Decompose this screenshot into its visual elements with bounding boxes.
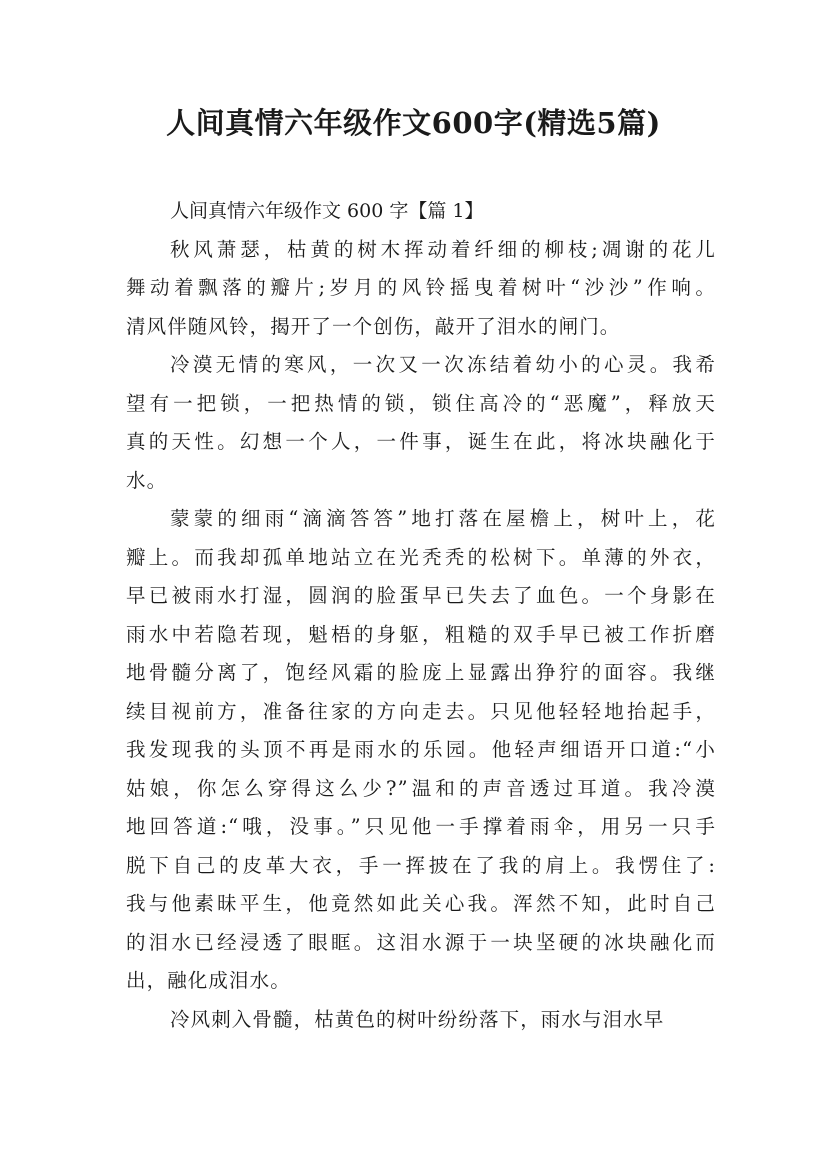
paragraph — [126, 500, 716, 1001]
paragraph-line: 望有一把锁，一把热情的锁，锁住高冷的“恶魔”，释放天 — [126, 391, 716, 415]
paragraph-line: 秋风萧瑟，枯黄的树木挥动着纤细的柳枝;凋谢的花儿 — [170, 237, 716, 261]
paragraph-line: 真的天性。幻想一个人，一件事，诞生在此，将冰块融化于 — [126, 430, 716, 453]
paragraph-line: 舞动着飘落的瓣片;岁月的风铃摇曳着树叶“沙沙”作响。 — [126, 276, 716, 299]
paragraph — [126, 1001, 716, 1040]
paragraph-line: 雨水中若隐若现，魁梧的身躯，粗糙的双手早已被工作折磨 — [126, 622, 716, 646]
paragraph-line: 冷风刺入骨髓，枯黄色的树叶纷纷落下，雨水与泪水早 — [170, 1007, 665, 1031]
paragraph-line: 脱下自己的皮革大衣，手一挥披在了我的肩上。我愣住了: — [126, 853, 716, 877]
paragraph-line: 我发现我的头顶不再是雨水的乐园。他轻声细语开口道:“小 — [126, 738, 716, 761]
paragraph-line: 瓣上。而我却孤单地站立在光秃秃的松树下。单薄的外衣， — [126, 545, 716, 569]
paragraph-line: 早已被雨水打湿，圆润的脸蛋早已失去了血色。一个身影在 — [126, 584, 716, 607]
paragraph-list — [126, 231, 716, 1040]
paragraph-line: 续目视前方，准备往家的方向走去。只见他轻轻地抬起手， — [126, 699, 716, 723]
paragraph-line: 水。 — [126, 468, 168, 492]
section-heading: 人间真情六年级作文 600 字【篇 1】 — [170, 200, 484, 222]
document-body — [126, 192, 716, 1039]
paragraph-line: 蒙蒙的细雨“滴滴答答”地打落在屋檐上，树叶上，花 — [170, 507, 716, 530]
paragraph — [126, 231, 716, 347]
paragraph-line: 地骨髓分离了，饱经风霜的脸庞上显露出狰狞的面容。我继 — [126, 661, 716, 684]
paragraph-line: 出，融化成泪水。 — [126, 969, 291, 992]
paragraph-line: 的泪水已经浸透了眼眶。这泪水源于一块坚硬的冰块融化而 — [126, 930, 716, 954]
page-title: 人间真情六年级作文600字(精选5篇) — [166, 106, 661, 140]
paragraph-line: 地回答道:“哦，没事。”只见他一手撑着雨伞，用另一只手 — [126, 815, 716, 838]
paragraph-line: 冷漠无情的寒风，一次又一次冻结着幼小的心灵。我希 — [170, 353, 716, 376]
paragraph-line: 我与他素昧平生，他竟然如此关心我。浑然不知，此时自己 — [126, 892, 716, 915]
paragraph — [126, 346, 716, 500]
paragraph-line: 姑娘，你怎么穿得这么少?”温和的声音透过耳道。我冷漠 — [126, 776, 716, 800]
paragraph-line: 清风伴随风铃，揭开了一个创伤，敲开了泪水的闸门。 — [126, 314, 621, 338]
